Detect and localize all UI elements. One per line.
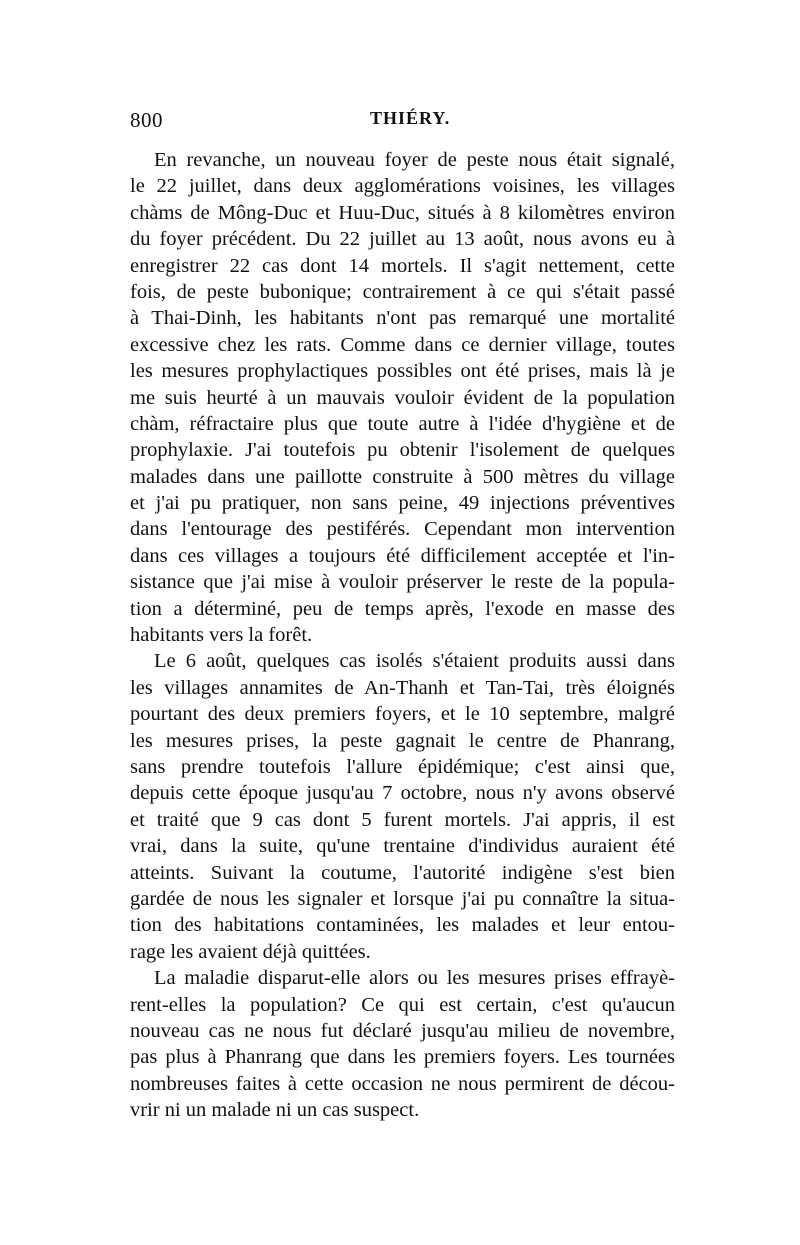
text-line: du foyer précédent. Du 22 juillet au 13 août, nous avons eu à xyxy=(130,228,675,251)
text-line: pas plus à Phanrang que dans les premiers foyers. Les tournées xyxy=(130,1046,675,1069)
text-line: dans l'entourage des pestiférés. Cependant mon intervention xyxy=(130,518,675,541)
text-line: à Thai-Dinh, les habitants n'ont pas remarqué une mortalité xyxy=(130,307,675,330)
text-line: le 22 juillet, dans deux agglomérations voisines, les villages xyxy=(130,175,675,198)
page-header xyxy=(130,108,675,138)
text-line: depuis cette époque jusqu'au 7 octobre, nous n'y avons observé xyxy=(130,782,675,805)
text-line: habitants vers la forêt. xyxy=(130,624,313,647)
text-line: En revanche, un nouveau foyer de peste nous était signalé, xyxy=(154,149,675,171)
text-line: vrir ni un malade ni un cas suspect. xyxy=(130,1099,420,1122)
text-line: et traité que 9 cas dont 5 furent mortels. J'ai appris, il est xyxy=(130,808,675,831)
running-head: THIÉRY. xyxy=(370,108,451,128)
text-line: malades dans une paillotte construite à 500 mètres du village xyxy=(130,465,675,488)
text-line: nouveau cas ne nous fut déclaré jusqu'au milieu de novembre, xyxy=(130,1019,675,1042)
text-line: tion des habitations contaminées, les malades et leur entou- xyxy=(130,914,675,937)
text-line: Le 6 août, quelques cas isolés s'étaient produits aussi dans xyxy=(154,650,675,673)
text-line: les villages annamites de An-Thanh et Tan-Tai, très éloignés xyxy=(130,676,675,699)
text-line: La maladie disparut-elle alors ou les mesures prises effrayè- xyxy=(154,967,675,990)
text-line: gardée de nous les signaler et lorsque j'ai pu connaître la situa- xyxy=(130,887,675,910)
text-line: prophylaxie. J'ai toutefois pu obtenir l'isolement de quelques xyxy=(130,439,675,462)
text-line: vrai, dans la suite, qu'une trentaine d'individus auraient été xyxy=(130,835,675,858)
text-line: sistance que j'ai mise à vouloir préserver le reste de la popula- xyxy=(130,571,675,594)
text-line: chàms de Mông-Duc et Huu-Duc, situés à 8 kilomètres environ xyxy=(130,201,675,224)
text-line: les mesures prophylactiques possibles ont été prises, mais là je xyxy=(130,360,675,383)
text-line: et j'ai pu pratiquer, non sans peine, 49 injections préventives xyxy=(130,492,675,515)
text-line: rent-elles la population? Ce qui est certain, c'est qu'aucun xyxy=(130,993,675,1016)
body-text xyxy=(130,147,675,1123)
text-line: atteints. Suivant la coutume, l'autorité indigène s'est bien xyxy=(130,861,675,884)
text-line: dans ces villages a toujours été difficilement acceptée et l'in- xyxy=(130,544,675,567)
text-line: pourtant des deux premiers foyers, et le 10 septembre, malgré xyxy=(130,703,675,726)
text-line: rage les avaient déjà quittées. xyxy=(130,940,371,963)
text-line: fois, de peste bubonique; contrairement à ce qui s'était passé xyxy=(130,280,675,303)
text-line: me suis heurté à un mauvais vouloir évident de la population xyxy=(130,386,675,409)
text-line: sans prendre toutefois l'allure épidémique; c'est ainsi que, xyxy=(130,755,675,778)
page-number: 800 xyxy=(130,108,163,132)
text-line: chàm, réfractaire plus que toute autre à l'idée d'hygiène et de xyxy=(130,412,675,435)
text-line: nombreuses faites à cette occasion ne nous permirent de décou- xyxy=(130,1072,675,1095)
text-line: enregistrer 22 cas dont 14 mortels. Il s'agit nettement, cette xyxy=(130,254,675,277)
text-line: les mesures prises, la peste gagnait le centre de Phanrang, xyxy=(130,729,675,752)
text-line: excessive chez les rats. Comme dans ce dernier village, toutes xyxy=(130,333,675,356)
text-line: tion a déterminé, peu de temps après, l'exode en masse des xyxy=(130,597,675,620)
